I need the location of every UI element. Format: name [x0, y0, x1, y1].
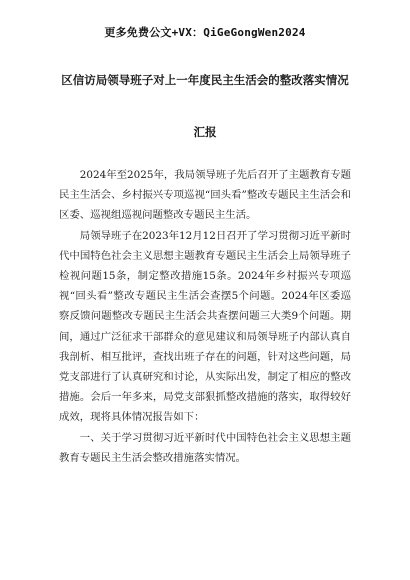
document-title: 区信访局领导班子对上一年度民主生活会的整改落实情况 — [61, 73, 349, 87]
paragraph-section-one: 一、关于学习贯彻习近平新时代中国特色社会主义思想主题教育专题民主生活会整改措施落实情况。 — [59, 431, 351, 464]
document-body — [59, 165, 351, 468]
watermark-header: 更多免费公文+VX：QiGeGongWen2024 — [104, 26, 306, 39]
paragraph-details: 局领导班子在2023年12月12日召开了学习贯彻习近平新时代中国特色社会主义思想主题教育专题民主生活会上局领导班子检视问题15条，制定整改措施15条。2024年乡村振兴专项巡视“回头看”整改专题民主生活会查摆5个问题。2024年区委巡察反馈问题整改专题民主生活会共查摆问题三大类9个问题。期间，通过广泛征求干部群众的意见建议和局领导班子内部认真自我剖析、相互批评，查找出班子存在的问题，针对这些问题，局党支部进行了认真研究和讨论，从实际出发，制定了相应的整改措施。会后一年多来，局党支部狠抓整改措施的落实，取得较好成效，现将具体情况报告如下： — [59, 229, 351, 424]
paragraph-intro: 2024年至2025年，我局领导班子先后召开了主题教育专题民主生活会、乡村振兴专项巡视“回头看”整改专题民主生活会和区委、巡视组巡视问题整改专题民主生活。 — [59, 169, 351, 222]
document-subtitle: 汇报 — [193, 125, 217, 139]
